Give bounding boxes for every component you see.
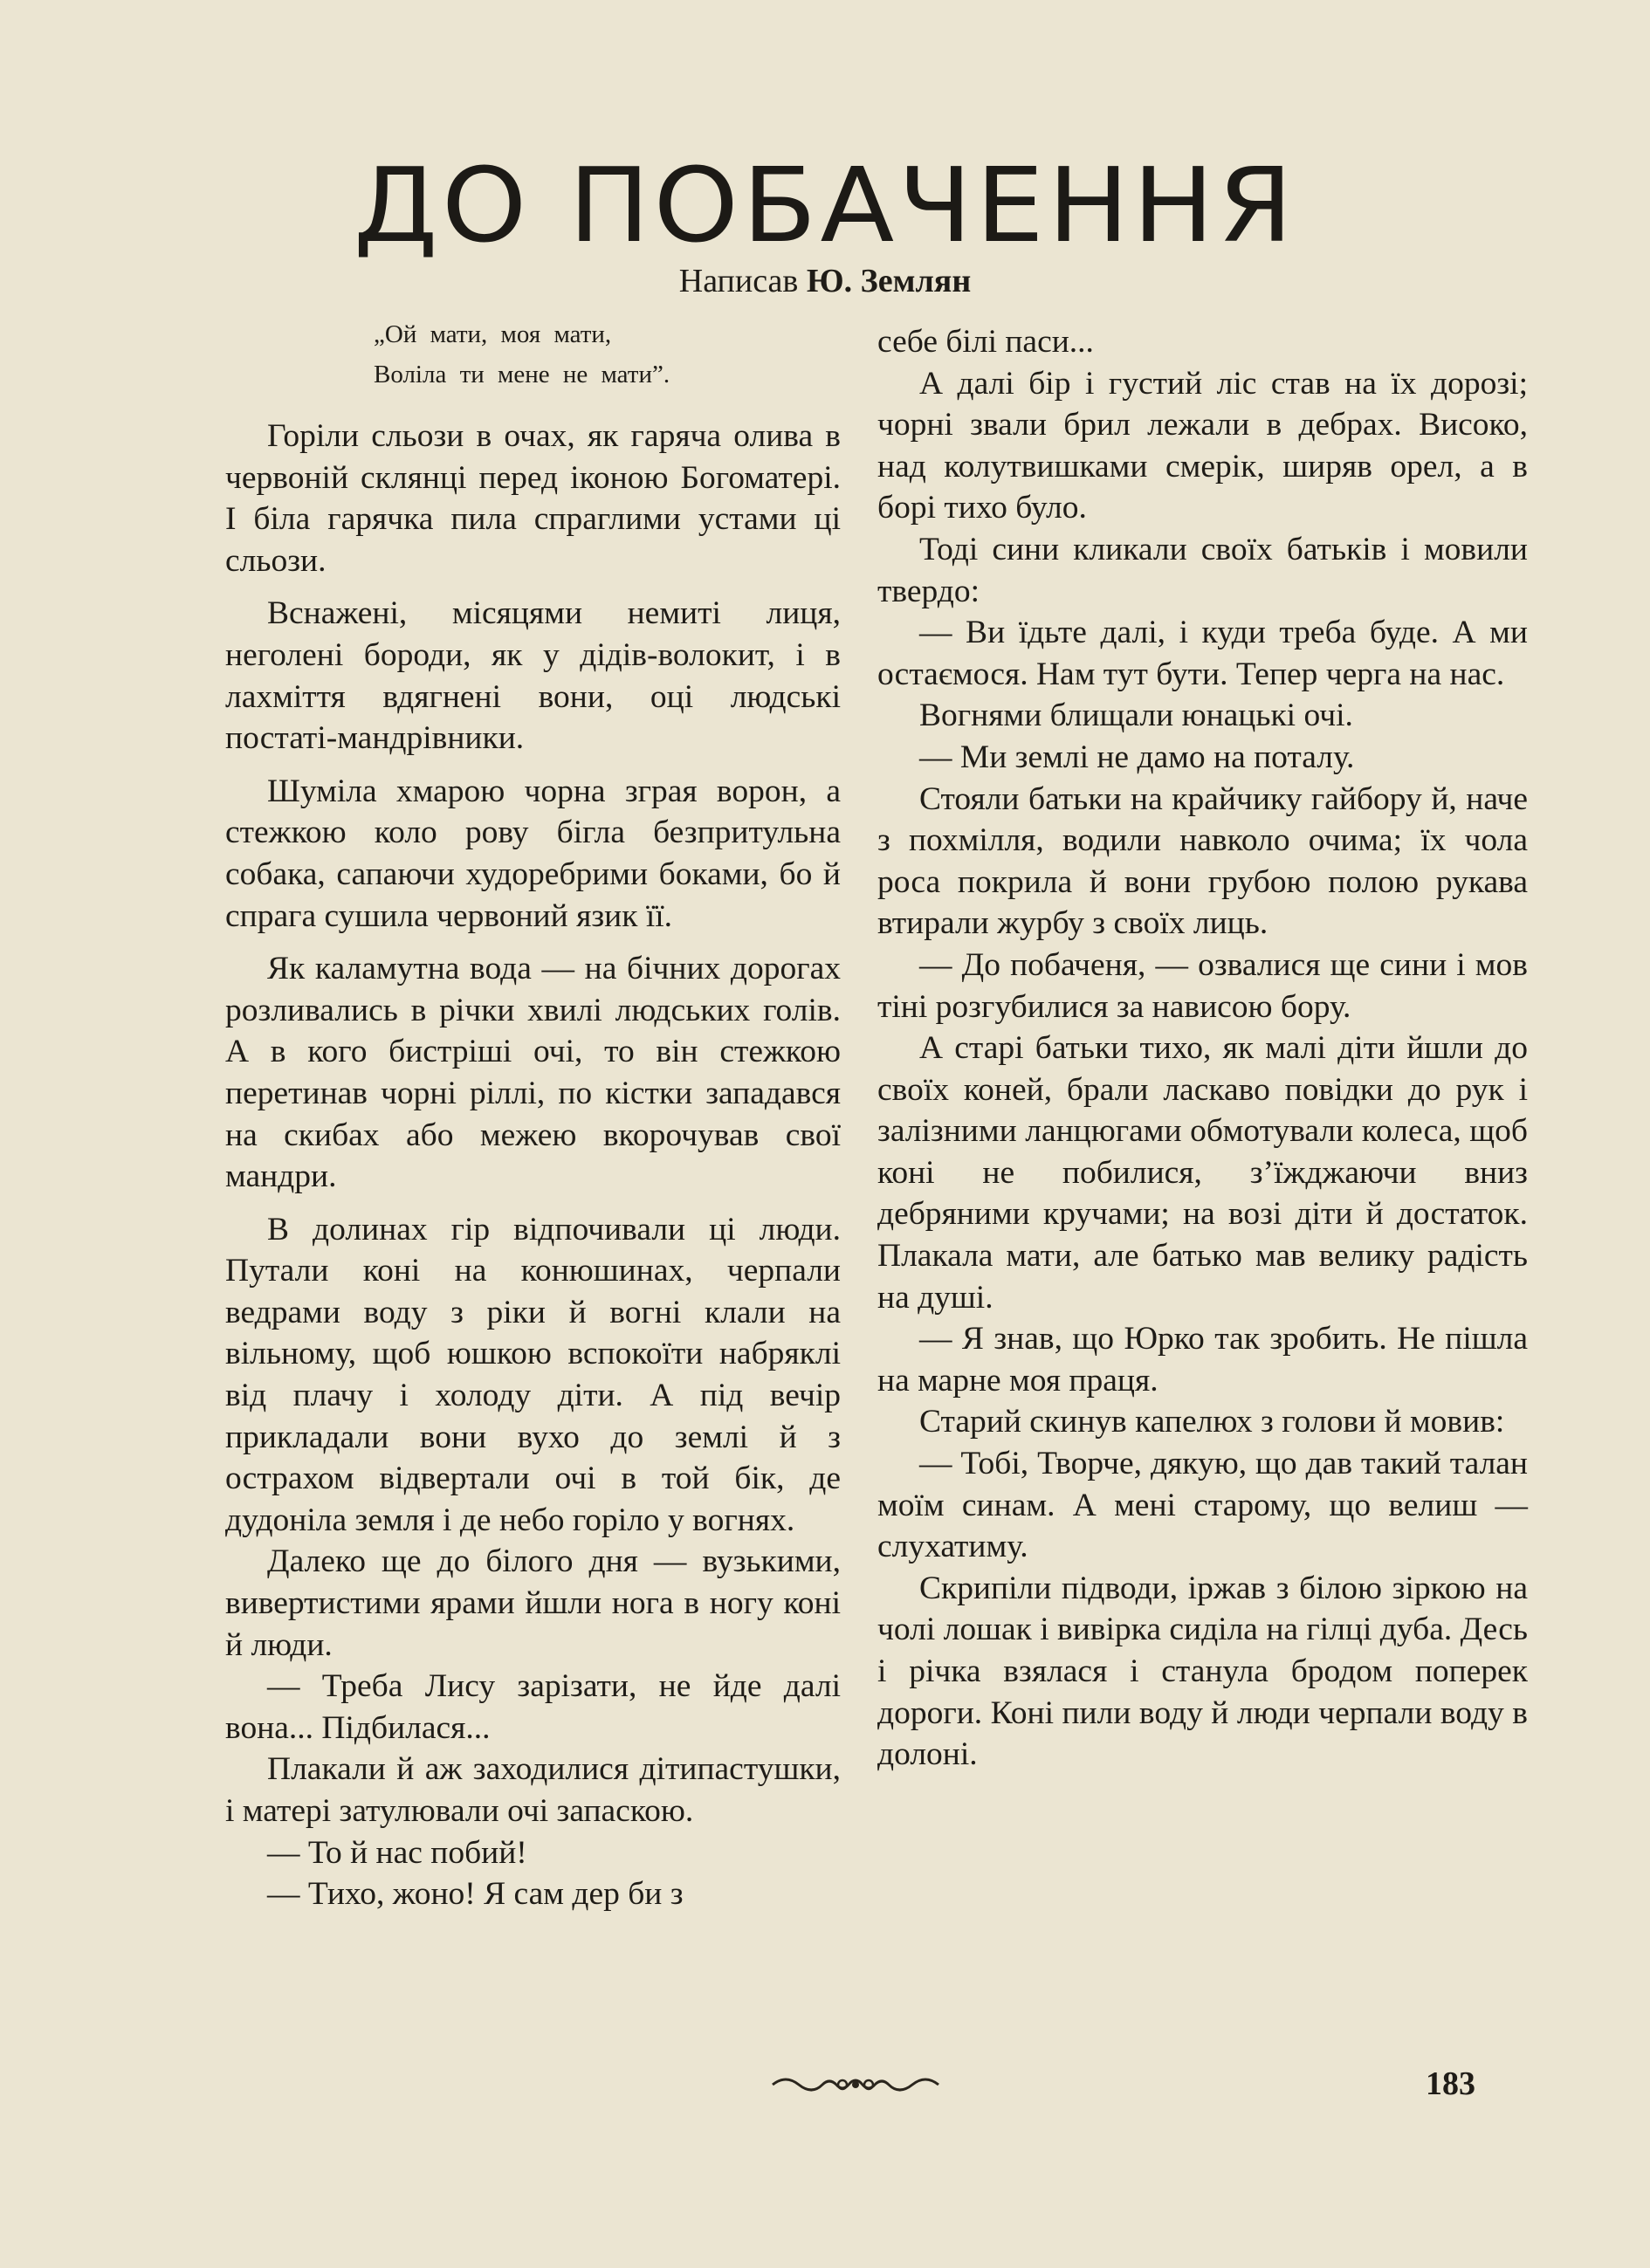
paragraph: Стояли батьки на крайчику гайбору й, наче з похмілля, водили навколо очима; їх чола роса покрила й вони грубою полою рукава втирали журбу з своїх лиць. [877, 780, 1528, 942]
paragraph: В долинах гір відпочивали ці люди. Путали коні на конюшинах, черпали ведрами воду з ріки й вогні клали на вільному, щоб юшкою вспокоїти набряклі від плачу і холоду діти. А під вечір прикладали вони вухо до землі й з острахом відвертали очі в той бік, де дудоніла земля і де небо горіло у вогнях. [225, 1211, 841, 1538]
paragraph: Шуміла хмарою чорна зграя ворон, а стежкою коло рову бігла безпритульна собака, сапаючи худоребрими боками, бо й спрага сушила червоний язик її. [225, 773, 841, 934]
epigraph [225, 314, 841, 395]
paragraph: Як каламутна вода — на бічних дорогах розливались в річки хвилі людських голів. А в кого бистріші очі, то він стежкою перетинав чорні ріллі, по кістки западався на скибах або межею вкорочував свої мандри. [225, 951, 841, 1195]
page-number: 183 [1426, 2065, 1475, 2102]
right-column [877, 321, 1528, 1776]
paragraph: — Тобі, Творче, дякую, що дав такий талан моїм синам. А мені старому, що велиш — слухатиму. [877, 1446, 1528, 1565]
epigraph-line: „Ой мати, моя мати, [374, 320, 612, 348]
paragraph: — Тихо, жоно! Я сам дер би з [267, 1876, 684, 1913]
article-title: ДО ПОБАЧЕННЯ [353, 145, 1297, 265]
paragraph: Плакали й аж заходилися дітипастушки, і матері затулювали очі запаскою. [225, 1751, 841, 1829]
epigraph-line: Воліла ти мене не мати”. [374, 361, 670, 388]
paragraph: Тоді сини кликали своїх батьків і мовили твердо: [877, 531, 1528, 609]
byline [0, 260, 1650, 302]
paragraph: — Треба Лису зарізати, не йде далі вона... Підбилася... [225, 1668, 841, 1746]
paragraph: себе білі паси... [877, 324, 1094, 360]
paragraph: — Я знав, що Юрко так зробить. Не пішла на марне моя праця. [877, 1321, 1528, 1399]
ornament-divider [768, 2067, 943, 2102]
paragraph: — То й нас побий! [267, 1834, 527, 1871]
paragraph: Вснажені, місяцями немиті лиця, неголені бороди, як у дідів-волокит, і в лахміття вдягнені вони, оці людські постаті-мандрівники. [225, 595, 841, 757]
byline-author: Ю. Землян [806, 263, 972, 299]
paragraph: — До побаченя, — озвалися ще сини і мов тіні розгубилися за нависою бору. [877, 946, 1528, 1025]
paragraph: Вогнями блищали юнацькі очі. [919, 698, 1353, 734]
paragraph: — Ми землі не дамо на поталу. [919, 739, 1355, 775]
byline-prefix: Написав [678, 263, 799, 299]
paragraph: А далі бір і густий ліс став на їх дорозі; чорні звали брил лежали в дебрах. Високо, над колутвишками смерік, ширяв орел, а в борі тихо було. [877, 365, 1528, 526]
left-column [225, 314, 841, 1915]
paragraph: — Ви їдьте далі, і куди треба буде. А ми остаємося. Нам тут бути. Тепер черга на нас. [877, 615, 1528, 692]
paragraph: Далеко ще до білого дня — вузькими, вивертистими ярами йшли нога в ногу коні й люди. [225, 1543, 841, 1663]
paragraph: Скрипіли підводи, іржав з білою зіркою на чолі лошак і вивірка сиділа на гілці дуба. Десь і річка взялася і станула бродом поперек дороги. Коні пили воду й люди черпали воду в долоні. [877, 1570, 1528, 1773]
paragraph: Старий скинув капелюх з голови й мовив: [919, 1404, 1505, 1440]
paragraph: А старі батьки тихо, як малі діти йшли до своїх коней, брали ласкаво повідки до рук і залізними ланцюгами обмотували колеса, щоб коні не побилися, з’їжджаючи вниз дебряними кручами; на возі діти й достаток. Плакала мати, але батько мав велику радість на душі. [877, 1030, 1528, 1316]
paragraph: Горіли сльози в очах, як гаряча олива в червоній склянці перед іконою Богоматері. І біла гарячка пила спраглими устами ці сльози. [225, 418, 841, 579]
